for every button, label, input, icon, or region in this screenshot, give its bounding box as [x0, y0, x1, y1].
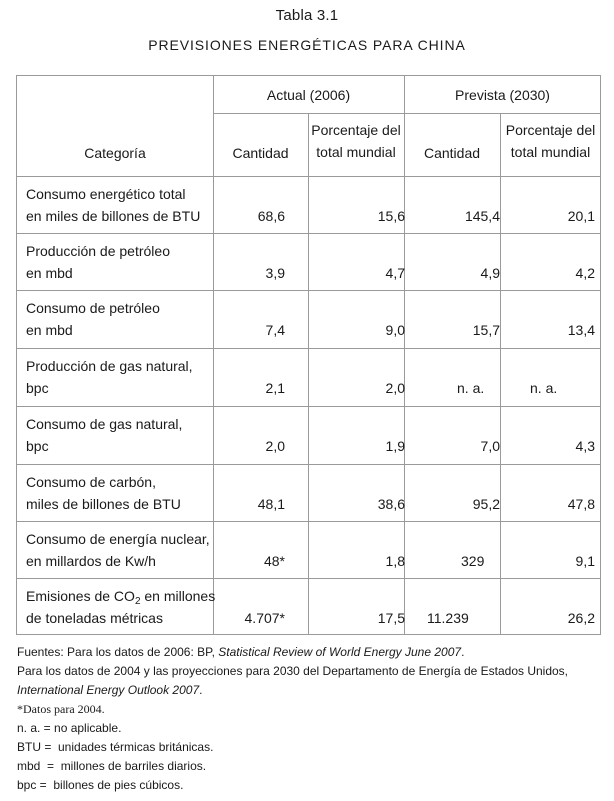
cell-quantity-2030: 145,4	[464, 208, 500, 224]
table-row	[17, 464, 600, 522]
cell-percentage-2030: 47,8	[567, 496, 595, 512]
group-header-prevista: Prevista (2030)	[455, 87, 550, 103]
cell-quantity-2006: 3,9	[265, 265, 285, 281]
table-row	[17, 406, 600, 465]
row-category: Consumo de carbón, miles de billones de BTU	[26, 474, 181, 512]
cell-percentage-2006: 15,6	[377, 208, 405, 224]
table-number: Tabla 3.1	[275, 7, 339, 24]
sources-note: Fuentes: Para los datos de 2006: BP, Statistical Review of World Energy June 2007.	[17, 645, 465, 659]
cell-quantity-2030: 7,0	[480, 438, 500, 454]
cell-quantity-2006: 4.707*	[244, 610, 285, 626]
table-row	[17, 290, 600, 349]
cell-quantity-2006: 2,1	[265, 380, 285, 396]
table-row	[17, 578, 600, 635]
row-category: Consumo de gas natural, bpc	[26, 416, 183, 454]
table-row	[17, 521, 600, 579]
row-category: Consumo energético total en miles de billones de BTU	[26, 186, 201, 224]
percentage-header-line2: total mundial	[316, 144, 396, 160]
table-row	[17, 233, 600, 291]
category-header: Categoría	[84, 145, 146, 161]
row-category: Emisiones de $CO_2$ en millones de toneladas métricas	[26, 588, 216, 626]
cell-quantity-2030: n. a.	[457, 380, 485, 396]
cell-quantity-2030: 15,7	[472, 322, 500, 338]
table-row	[17, 348, 600, 407]
table-title: PREVISIONES ENERGÉTICAS PARA CHINA	[148, 37, 466, 53]
cell-quantity-2030: 329	[461, 553, 485, 569]
cell-percentage-2006: 4,7	[385, 265, 405, 281]
footnote-asterisk: *Datos para 2004.	[17, 702, 105, 716]
cell-percentage-2006: 1,8	[385, 553, 405, 569]
cell-percentage-2006: 2,0	[385, 380, 405, 396]
energy-forecast-table	[16, 75, 601, 635]
header-divider	[213, 113, 600, 114]
cell-percentage-2030: 20,1	[567, 208, 595, 224]
cell-quantity-2030: 11.239	[427, 610, 469, 626]
cell-quantity-2006: 48,1	[257, 496, 285, 512]
abbrev-bpc: bpc = billones de pies cúbicos.	[17, 778, 184, 792]
cell-percentage-2006: 17,5	[377, 610, 405, 626]
cell-quantity-2030: 95,2	[472, 496, 500, 512]
cell-percentage-2030: 4,3	[575, 438, 595, 454]
row-category: Producción de petróleo en mbd	[26, 243, 170, 281]
cell-quantity-2006: 2,0	[265, 438, 285, 454]
percentage-header-line2: total mundial	[510, 144, 591, 160]
table-notes	[17, 643, 607, 795]
quantity-header-2030: Cantidad	[423, 145, 481, 161]
row-category: Consumo de energía nuclear, en millardos de Kw/h	[26, 531, 210, 569]
cell-percentage-2030: 4,2	[575, 265, 595, 281]
row-category: Producción de gas natural, bpc	[26, 358, 193, 396]
abbrev-na: n. a. = no aplicable.	[17, 721, 122, 735]
cell-quantity-2030: 4,9	[480, 265, 500, 281]
cell-percentage-2030: n. a.	[530, 380, 558, 396]
cell-quantity-2006: 7,4	[265, 322, 285, 338]
sources-note-ieo: International Energy Outlook 2007.	[17, 683, 203, 697]
abbrev-btu: BTU = unidades térmicas británicas.	[17, 740, 214, 754]
percentage-header-2006	[308, 119, 404, 163]
cell-quantity-2006: 68,6	[257, 208, 285, 224]
cell-percentage-2006: 9,0	[385, 322, 405, 338]
percentage-header-line1: Porcentaje del	[505, 122, 596, 138]
sources-note-doe: Para los datos de 2004 y las proyecciones para 2030 del Departamento de Energía de Estados Unidos,	[17, 664, 569, 678]
abbrev-mbd: mbd = millones de barriles diarios.	[17, 759, 207, 773]
cell-quantity-2006: 48*	[263, 553, 285, 569]
row-category: Consumo de petróleo en mbd	[26, 300, 160, 338]
cell-percentage-2030: 13,4	[567, 322, 595, 338]
cell-percentage-2006: 1,9	[385, 438, 405, 454]
group-header-actual: Actual (2006)	[266, 87, 351, 103]
table-row	[17, 176, 600, 234]
quantity-header-2006: Cantidad	[232, 145, 289, 161]
cell-percentage-2030: 9,1	[575, 553, 595, 569]
percentage-header-2030	[500, 119, 601, 163]
cell-percentage-2006: 38,6	[377, 496, 405, 512]
percentage-header-line1: Porcentaje del	[311, 122, 401, 138]
cell-percentage-2030: 26,2	[567, 610, 595, 626]
